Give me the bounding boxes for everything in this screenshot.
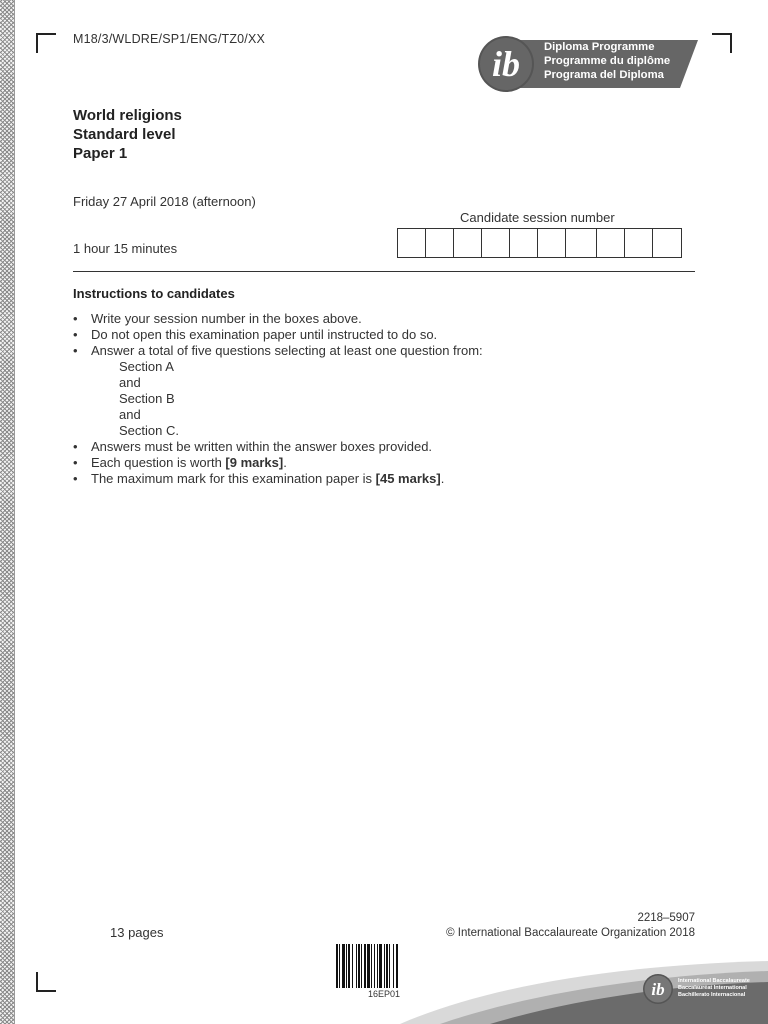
barcode-bar xyxy=(356,944,357,988)
maximum-marks: [45 marks] xyxy=(375,471,441,486)
ib-diploma-logo xyxy=(474,34,698,94)
barcode-text: 16EP01 xyxy=(367,989,401,999)
barcode-bar xyxy=(374,944,375,988)
barcode-bar xyxy=(342,944,345,988)
svg-text:ib: ib xyxy=(651,980,665,999)
reference-number: 2218–5907 xyxy=(637,912,695,924)
paper-number: Paper 1 xyxy=(73,145,128,162)
session-digit-box[interactable] xyxy=(653,229,681,257)
instructions-list xyxy=(73,311,483,487)
binding-strip xyxy=(0,0,15,1024)
barcode-bar xyxy=(346,944,347,988)
section-a-line: Section A xyxy=(119,359,174,374)
barcode-bar xyxy=(371,944,372,988)
exam-duration: 1 hour 15 minutes xyxy=(73,241,178,256)
session-digit-box[interactable] xyxy=(482,229,510,257)
barcode-bar xyxy=(339,944,340,988)
barcode-bar xyxy=(379,944,382,988)
session-digit-box[interactable] xyxy=(625,229,653,257)
crop-mark-bottom-left xyxy=(36,972,56,992)
barcode-bar xyxy=(358,944,360,988)
barcode-bar xyxy=(361,944,362,988)
barcode-bar xyxy=(348,944,350,988)
instruction-item: • The maximum mark for this examination paper is [45 marks]. xyxy=(73,471,445,486)
level-title: Standard level xyxy=(73,126,176,143)
marks-per-question: [9 marks] xyxy=(225,455,284,470)
section-c-line: Section C. xyxy=(119,423,179,438)
candidate-session-label: Candidate session number xyxy=(460,210,615,225)
and-line: and xyxy=(119,407,141,422)
session-digit-box[interactable] xyxy=(597,229,625,257)
session-digit-box[interactable] xyxy=(454,229,482,257)
and-line: and xyxy=(119,375,141,390)
ibo-line-2: Baccalauréat International xyxy=(678,985,747,991)
session-digit-box[interactable] xyxy=(510,229,538,257)
exam-date: Friday 27 April 2018 (afternoon) xyxy=(73,194,256,209)
footer-reference xyxy=(446,911,695,941)
instruction-item: • Each question is worth [9 marks]. xyxy=(73,455,287,470)
crop-mark-top-right xyxy=(712,33,732,53)
barcode-bar xyxy=(393,944,394,988)
paper-title xyxy=(73,106,182,163)
crop-mark-top-left xyxy=(36,33,56,53)
subject-title: World religions xyxy=(73,107,182,124)
instruction-item: • Answer a total of five questions selecting at least one question from: xyxy=(73,343,483,358)
barcode-bar xyxy=(396,944,398,988)
session-digit-box[interactable] xyxy=(398,229,426,257)
instruction-item: • Do not open this examination paper until instructed to do so. xyxy=(73,327,438,342)
barcode-bar xyxy=(389,944,390,988)
barcode-bar xyxy=(352,944,353,988)
candidate-session-boxes[interactable] xyxy=(397,228,682,258)
instruction-item: • Write your session number in the boxes above. xyxy=(73,311,362,326)
session-digit-box[interactable] xyxy=(426,229,454,257)
logo-line-2: Programme du diplôme xyxy=(544,55,671,67)
section-b-line: Section B xyxy=(119,391,175,406)
barcode-bar xyxy=(364,944,366,988)
barcode-bar xyxy=(377,944,378,988)
ibo-line-3: Bachillerato Internacional xyxy=(678,992,746,998)
divider-line xyxy=(73,271,695,272)
session-digit-box[interactable] xyxy=(538,229,566,257)
barcode-bar xyxy=(336,944,338,988)
ibo-name xyxy=(678,978,750,999)
session-digit-box[interactable] xyxy=(566,229,597,257)
paper-code: M18/3/WLDRE/SP1/ENG/TZ0/XX xyxy=(73,32,266,46)
logo-line-1: Diploma Programme xyxy=(544,41,655,53)
copyright-notice: © International Baccalaureate Organization 2018 xyxy=(446,927,695,939)
barcode-bar xyxy=(367,944,370,988)
svg-text:ib: ib xyxy=(491,44,521,84)
instructions-heading: Instructions to candidates xyxy=(73,286,235,301)
barcode-bar xyxy=(386,944,388,988)
page-count: 13 pages xyxy=(110,925,164,940)
instruction-item: • Answers must be written within the answer boxes provided. xyxy=(73,439,433,454)
barcode-bar xyxy=(384,944,385,988)
logo-line-3: Programa del Diploma xyxy=(544,69,664,81)
ibo-line-1: International Baccalaureate xyxy=(678,978,750,984)
